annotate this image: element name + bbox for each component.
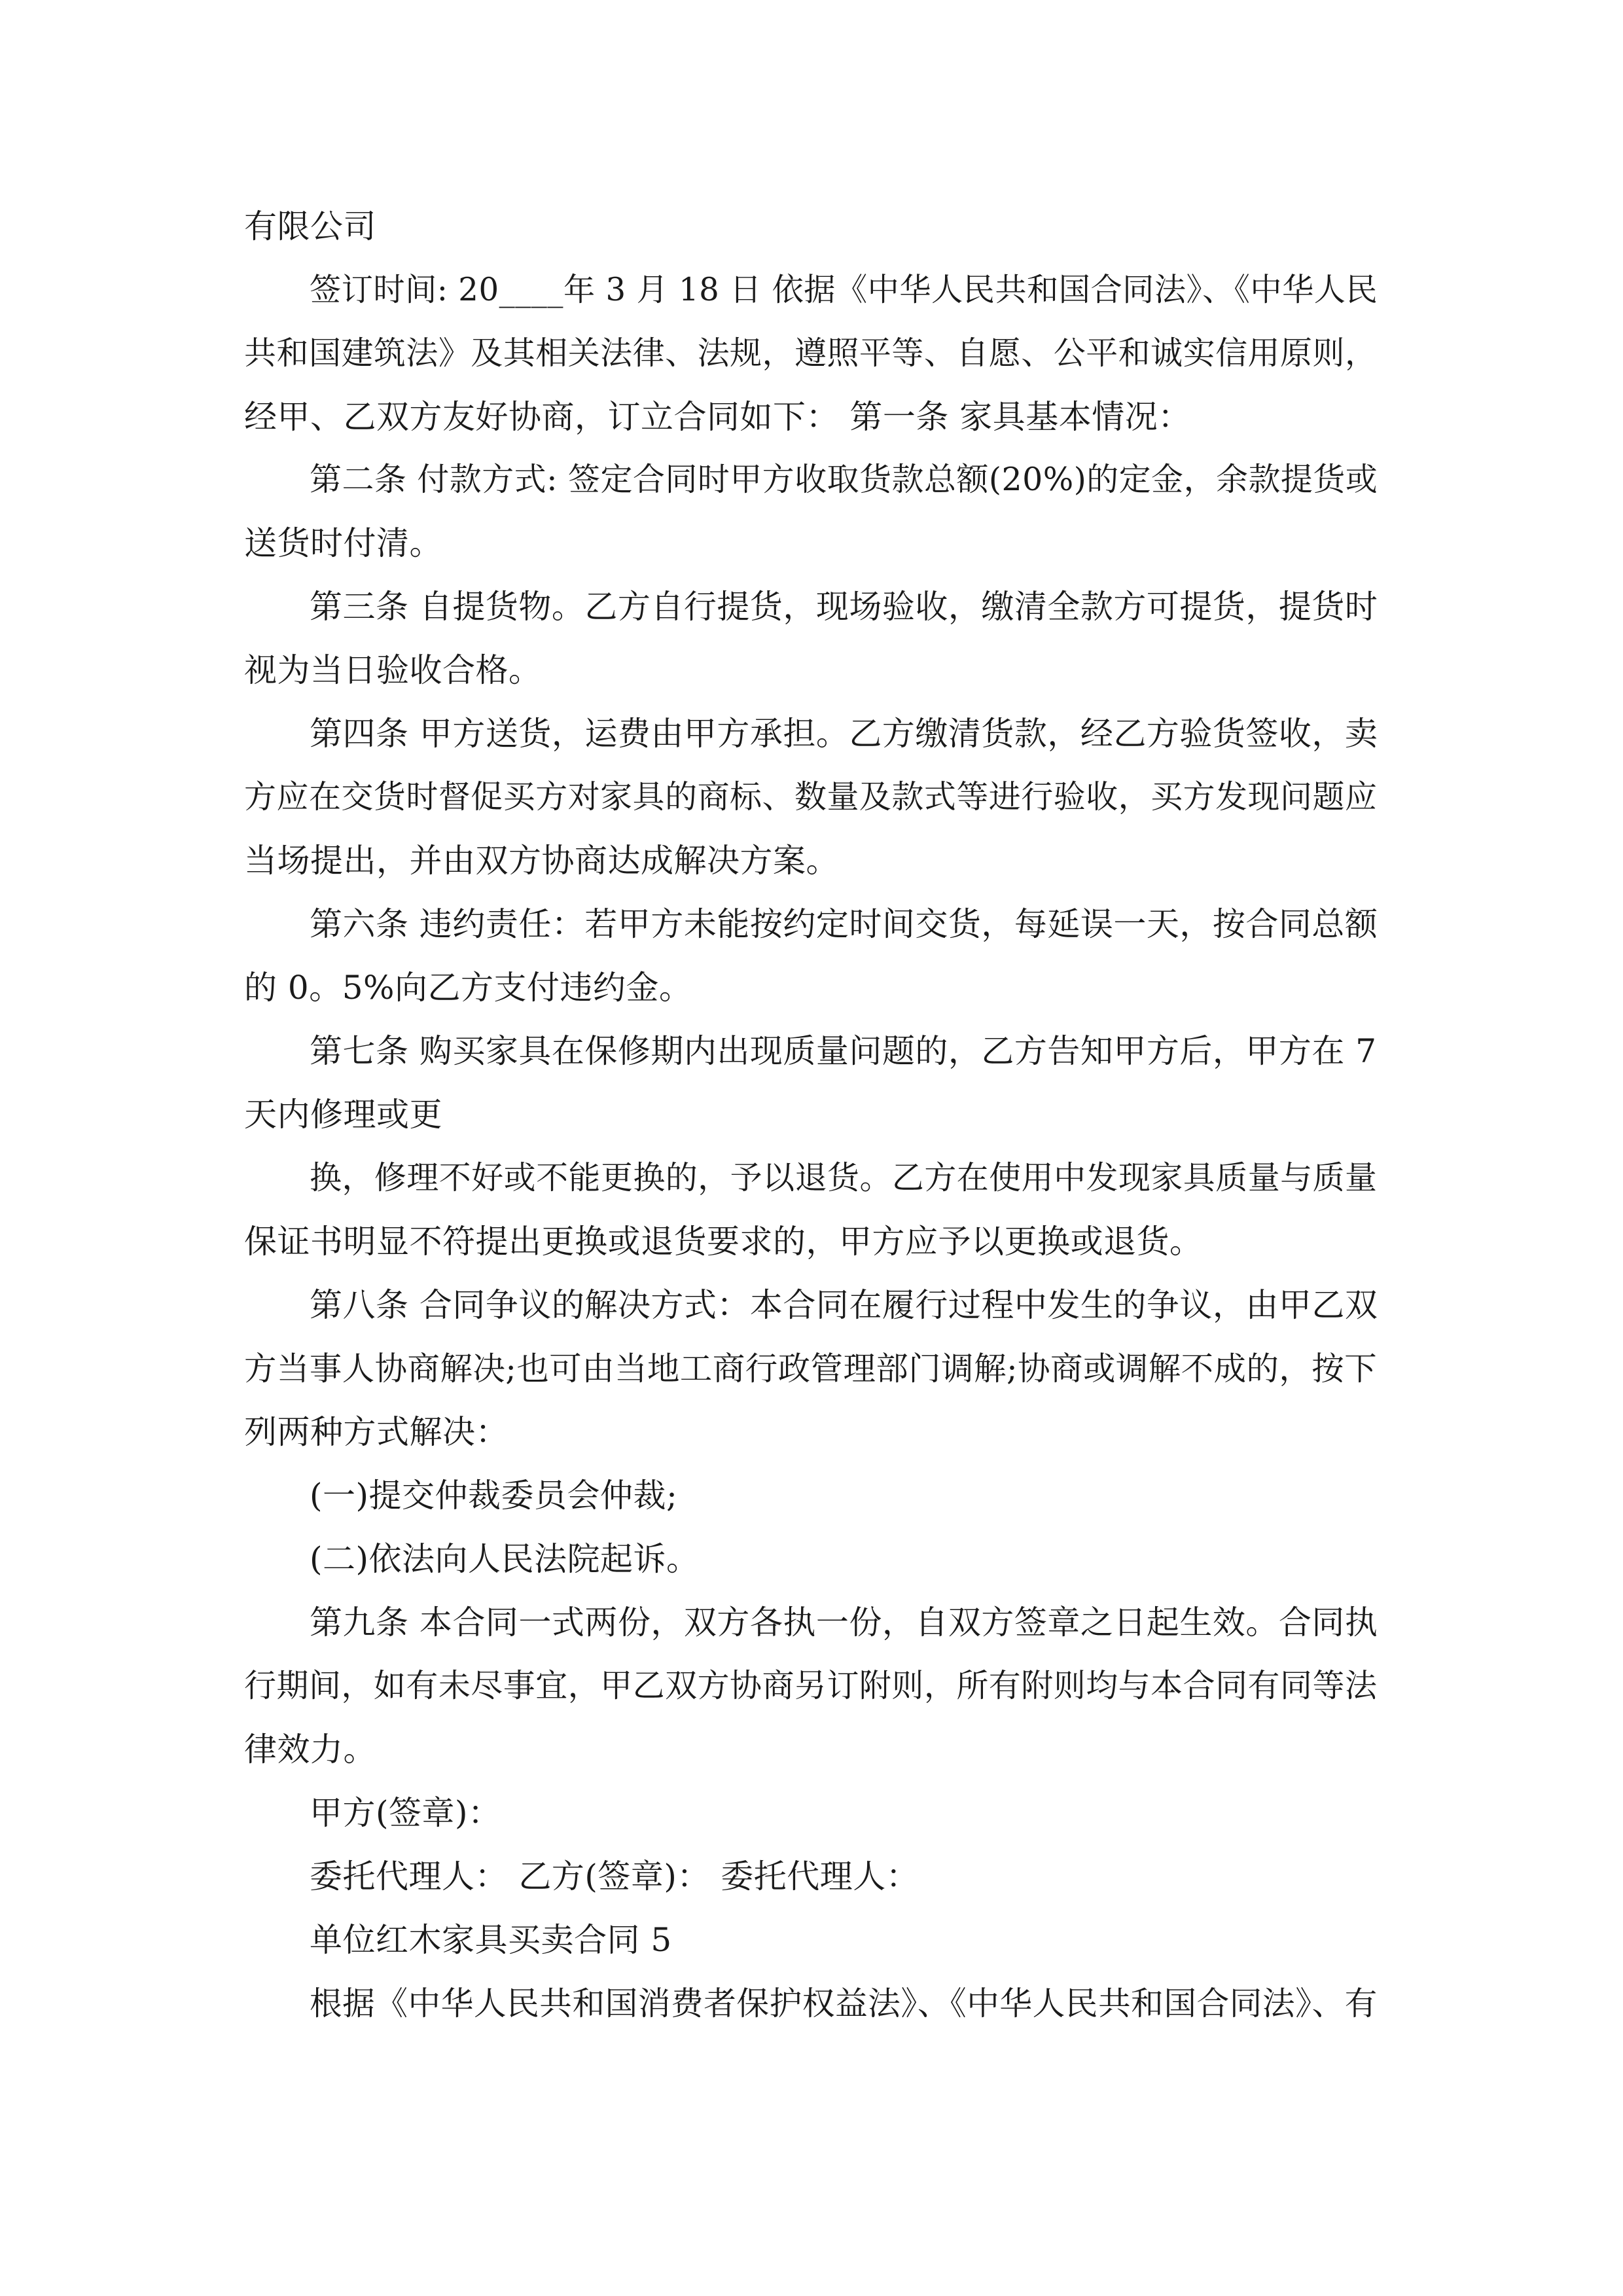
text-line: 列两种方式解决： [244, 1413, 508, 1451]
text-line: 换，修理不好或不能更换的，予以退货。乙方在使用中发现家具质量与质量 [310, 1159, 1378, 1196]
text-line: (二)依法向人民法院起诉。 [310, 1540, 700, 1578]
text-line: 第六条 违约责任：若甲方未能按约定时间交货，每延误一天，按合同总额 [310, 905, 1378, 943]
text-line: 方当事人协商解决;也可由当地工商行政管理部门调解;协商或调解不成的，按下 [244, 1350, 1378, 1388]
text-line: 行期间，如有未尽事宜，甲乙双方协商另订附则，所有附则均与本合同有同等法 [244, 1667, 1378, 1704]
text-line: 方应在交货时督促买方对家具的商标、数量及款式等进行验收，买方发现问题应 [244, 778, 1378, 816]
text-line: 第三条 自提货物。乙方自行提货，现场验收，缴清全款方可提货，提货时 [310, 588, 1378, 626]
text-line: 第二条 付款方式: 签定合同时甲方收取货款总额(20%)的定金，余款提货或 [310, 461, 1378, 498]
text-line: 第七条 购买家具在保修期内出现质量问题的，乙方告知甲方后，甲方在 7 [310, 1032, 1377, 1070]
text-line: 第八条 合同争议的解决方式：本合同在履行过程中发生的争议，由甲乙双 [310, 1286, 1378, 1324]
text-line: 甲方(签章)： [310, 1794, 501, 1832]
text-line: 委托代理人： 乙方(签章)： 委托代理人： [310, 1857, 919, 1895]
text-line: 保证书明显不符提出更换或退货要求的，甲方应予以更换或退货。 [244, 1223, 1203, 1261]
text-line: (一)提交仲裁委员会仲裁; [310, 1477, 678, 1515]
text-line: 根据《中华人民共和国消费者保护权益法》、《中华人民共和国合同法》、有 [310, 1984, 1378, 2022]
text-line: 天内修理或更 [244, 1096, 442, 1134]
text-line: 当场提出，并由双方协商达成解决方案。 [244, 842, 839, 880]
text-line: 有限公司 [244, 207, 376, 245]
text-line: 视为当日验收合格。 [244, 651, 542, 689]
text-line: 第九条 本合同一式两份，双方各执一份，自双方签章之日起生效。合同执 [310, 1604, 1378, 1641]
text-line: 律效力。 [244, 1731, 376, 1768]
text-line: 签订时间: 20____年 3 月 18 日 依据《中华人民共和国合同法》、《中华人民 [310, 272, 1378, 308]
text-line: 单位红木家具买卖合同 5 [310, 1921, 672, 1959]
text-line: 送货时付清。 [244, 524, 442, 562]
text-line: 共和国建筑法》及其相关法律、法规，遵照平等、自愿、公平和诚实信用原则， [244, 334, 1378, 372]
text-line: 的 0。5%向乙方支付违约金。 [244, 969, 692, 1007]
text-line: 第四条 甲方送货，运费由甲方承担。乙方缴清货款，经乙方验货签收，卖 [310, 715, 1378, 753]
text-line: 经甲、乙双方友好协商，订立合同如下： 第一条 家具基本情况： [244, 398, 1191, 436]
